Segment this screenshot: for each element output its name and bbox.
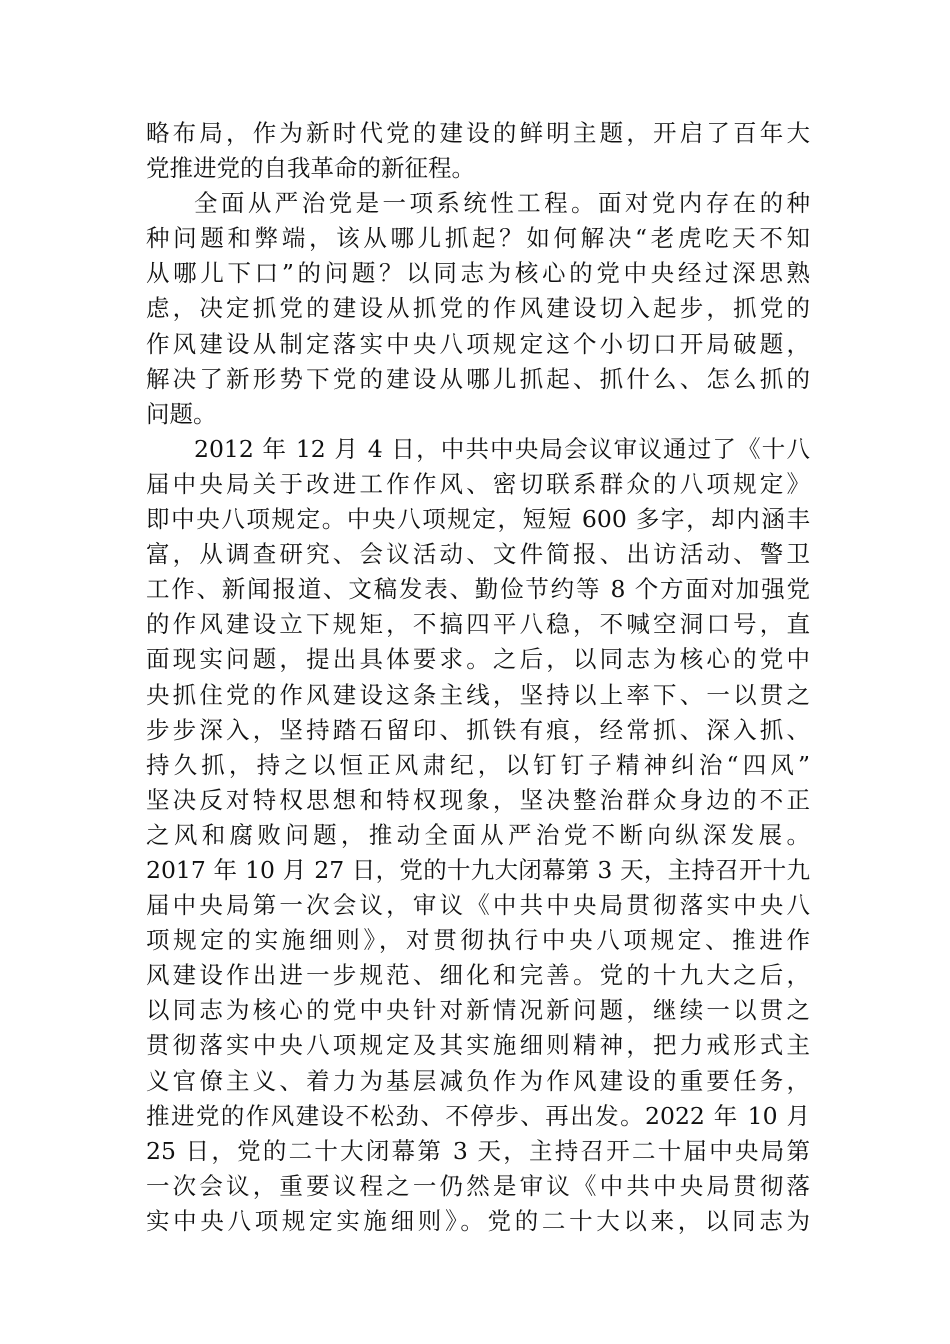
text-line: 推进党的作风建设不松劲、不停步、再出发。2022 年 10 月 <box>146 1101 810 1130</box>
text-line: 届中央局第一次会议，审议《中共中央局贯彻落实中央八 <box>146 891 810 920</box>
text-line: 贯彻落实中央八项规定及其实施细则精神，把力戒形式主 <box>146 1031 810 1060</box>
text-line: 工作、新闻报道、文稿发表、勤俭节约等 8 个方面对加强党 <box>146 575 810 604</box>
text-line: 2017 年 10 月 27 日，党的十九大闭幕第 3 天，主持召开十九 <box>146 855 810 884</box>
text-line: 面现实问题，提出具体要求。之后，以同志为核心的党中 <box>146 645 810 674</box>
text-line: 略布局，作为新时代党的建设的鲜明主题，开启了百年大 <box>146 119 810 147</box>
text-line: 即中央八项规定。中央八项规定，短短 600 多字，却内涵丰 <box>146 505 810 534</box>
text-line: 的作风建设立下规矩，不搞四平八稳，不喊空洞口号，直 <box>146 610 810 639</box>
text-line: 之风和腐败问题，推动全面从严治党不断向纵深发展。 <box>146 820 810 849</box>
text-line: 富，从调查研究、会议活动、文件简报、出访活动、警卫 <box>146 540 810 569</box>
text-line: 央抓住党的作风建设这条主线，坚持以上率下、一以贯之 <box>146 680 810 709</box>
text-line: 实中央八项规定实施细则》。党的二十大以来，以同志为 <box>146 1206 810 1235</box>
text-line: 党推进党的自我革命的新征程。 <box>146 154 475 183</box>
text-line: 种问题和弊端，该从哪儿抓起？如何解决“老虎吃天不知 <box>146 224 810 253</box>
text-line: 以同志为核心的党中央针对新情况新问题，继续一以贯之 <box>146 996 810 1025</box>
text-line: 从哪儿下口”的问题？以同志为核心的党中央经过深思熟 <box>146 259 810 288</box>
text-line: 问题。 <box>146 399 217 428</box>
text-line: 义官僚主义、着力为基层减负作为作风建设的重要任务， <box>146 1066 810 1095</box>
text-line: 项规定的实施细则》，对贯彻执行中央八项规定、推进作 <box>146 926 810 955</box>
text-line: 作风建设从制定落实中央八项规定这个小切口开局破题， <box>146 329 810 358</box>
text-line: 全面从严治党是一项系统性工程。面对党内存在的种 <box>194 189 810 218</box>
text-line: 坚决反对特权思想和特权现象，坚决整治群众身边的不正 <box>146 785 810 814</box>
text-line: 虑，决定抓党的建设从抓党的作风建设切入起步，抓党的 <box>146 294 810 323</box>
body-text <box>146 116 810 1239</box>
text-line: 2012 年 12 月 4 日，中共中央局会议审议通过了《十八 <box>194 434 810 463</box>
text-line: 步步深入，坚持踏石留印、抓铁有痕，经常抓、深入抓、 <box>146 715 810 744</box>
text-line: 25 日，党的二十大闭幕第 3 天，主持召开二十届中央局第 <box>146 1136 810 1165</box>
text-line: 届中央局关于改进工作作风、密切联系群众的八项规定》 <box>146 469 810 498</box>
text-line: 解决了新形势下党的建设从哪儿抓起、抓什么、怎么抓的 <box>146 364 810 393</box>
text-line: 持久抓，持之以恒正风肃纪，以钉钉子精神纠治“四风” <box>146 750 810 779</box>
text-line: 风建设作出进一步规范、细化和完善。党的十九大之后， <box>146 961 810 990</box>
text-line: 一次会议，重要议程之一仍然是审议《中共中央局贯彻落 <box>146 1171 810 1200</box>
